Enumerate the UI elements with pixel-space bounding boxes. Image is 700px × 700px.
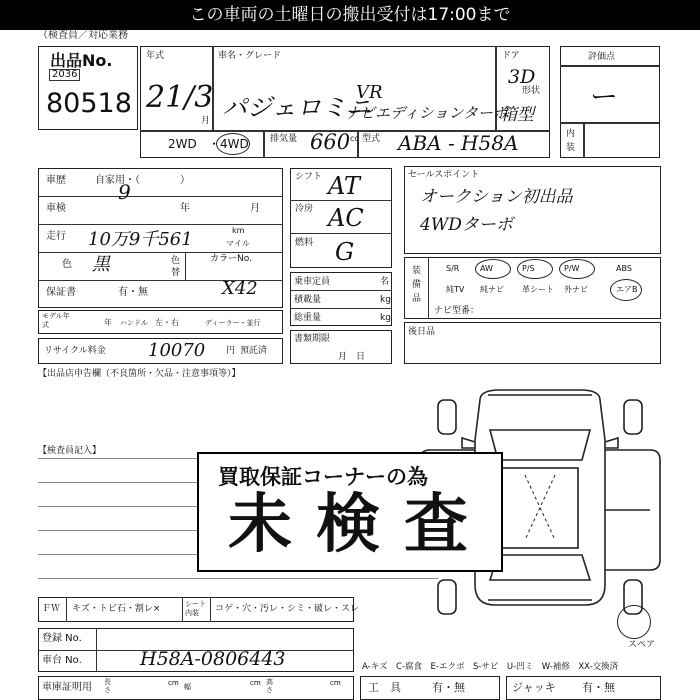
capacity-unit: 名 [380,277,390,287]
interior-label: 内装 [566,129,576,153]
equipment-item-row1-3: P/W [564,264,580,273]
model-year-unit: 年 [104,318,112,327]
history-value: 自家用・（ ） [95,175,190,186]
docs-unit: 月 日 [338,352,366,362]
after-label: 後日品 [408,327,436,337]
aircon-value: AC [328,204,364,232]
mileage-mile: マイル [226,239,250,248]
garage-cert-label: 車庫証明用 [42,682,92,693]
equipment-item-row2-1: 純ナビ [480,285,504,294]
load-label: 積載量 [294,295,322,305]
recycle-unit: 円 [226,346,236,356]
equipment-item-row2-0: 純TV [446,285,465,294]
equipment-check-circle [610,279,642,301]
name-label: 車名・グレード [218,51,282,61]
history-label: 車歴 [46,175,66,186]
navi-model-label: ナビ型番： [434,306,480,316]
mileage-km: km [232,226,245,235]
capacity-label: 乗車定員 [294,277,331,287]
equipment-check-circle [475,259,511,279]
cert-height-label: 高さ [266,678,273,694]
fw-value: キズ・トビ石・割レ× [72,604,161,614]
color-label: 色 [62,259,72,270]
mileage-label: 走行 [46,231,66,242]
grade-value: ナビエディションターボ [345,104,508,122]
damage-legend: A-キズ C-腐食 E-エクボ S-サビ U-凹ミ W-補修 XX-交換済 [362,662,619,672]
jack-value: 有・無 [582,681,615,694]
weight-unit: kg [380,313,391,323]
inspection-year: 年 [180,203,190,214]
dealer-value: ディーラー・並行 [205,319,261,327]
chassis-value: H58A-0806443 [140,648,286,670]
color-change-label: 色替 [171,256,181,278]
cert-width-label: 幅 [184,683,191,691]
equipment-item-row1-2: P/S [522,264,535,273]
warranty-value: 有・無 [118,287,148,298]
seat-label: シート内装 [185,600,206,617]
equipment-check-circle [559,259,595,279]
door-label: ドア [502,51,520,61]
lot-sub: 2036 [49,69,80,81]
recycle-value: 10070 [148,340,206,361]
history-check: 9 [118,180,131,204]
equipment-item-row1-4: ABS [616,264,632,273]
spare-label: スペア [628,640,656,650]
jack-label: ジャッキ [512,681,556,694]
seat-value: コゲ・穴・汚レ・シミ・破レ・スレ [215,604,360,614]
shop-notes-label: 【出品店申告欄（不良箇所・欠品・注意事項等）】 [38,369,241,379]
color-code-label: カラーNo. [210,254,252,264]
engine-value: 660 [310,130,351,154]
weight-label: 総重量 [294,313,322,323]
handle-value: 左・右 [155,318,179,327]
fw-label: ＦＷ [42,604,61,614]
year-month-unit: 月 [201,116,211,126]
sales-line1: オークション初出品 [420,187,573,207]
equipment-check-circle [517,259,553,279]
shape-label: 形状 [522,86,541,96]
model-year-label: モデル年式 [42,312,70,329]
inspection-month: 月 [250,203,260,214]
chassis-label: 車台 No. [42,655,82,666]
grade-top: VR [356,82,383,103]
warranty-label: 保証書 [46,287,76,298]
drive-4wd-circle [216,133,250,155]
equipment-label: 装備品 [412,266,422,304]
lot-label: 出品No. [50,51,113,70]
year-value: 21/3 [146,80,214,115]
equipment-item-row1-0: S/R [446,264,460,273]
name-value: パジェロミニ [222,93,372,122]
header-small-text: （検査員／対応業務 [38,30,128,41]
sales-line2: 4WDターボ [420,215,513,235]
color-value: 黒 [92,254,110,275]
recycle-note: 預託済 [240,346,268,356]
recycle-label: リサイクル料金 [44,346,106,356]
score-value: ー [590,80,619,113]
model-label: 型式 [362,134,381,144]
cert-length-unit: cm [168,679,179,687]
inspection-label: 車検 [46,203,66,214]
after-box [404,322,661,364]
equipment-item-row1-1: AW [480,264,493,273]
fuel-label: 燃料 [295,238,314,248]
engine-unit: cc [350,134,359,143]
drive-4wd: 4WD [220,137,249,151]
year-label: 年式 [146,51,165,61]
shift-value: AT [328,172,361,200]
fuel-value: G [335,238,355,266]
shift-label: シフト [295,172,323,182]
door-value: 3D [508,66,536,88]
equipment-item-row2-4: エアB [616,285,638,294]
sales-label: セールスポイント [408,170,480,180]
engine-label: 排気量 [270,134,298,144]
spare-tire-icon [617,605,651,639]
cert-height-unit: cm [330,679,341,687]
equipment-item-row2-3: 外ナビ [564,285,588,294]
inspector-notes-label: 【検査員記入】 [38,446,102,456]
cert-length-label: 長さ [104,678,111,694]
stamp-line1: 買取保証コーナーの為 [218,465,428,489]
drive-sep: ・ [208,137,221,151]
lot-number: 80518 [46,88,132,119]
aircon-label: 冷房 [295,204,314,214]
score-label: 評価点 [588,52,616,62]
mileage-value: 10万9千561 [88,229,193,250]
registration-label: 登録 No. [42,633,82,644]
cert-width-unit: cm [250,679,261,687]
shape-value: 箱型 [500,105,534,125]
docs-label: 書類期限 [294,334,331,344]
tools-label: 工 具 [368,681,401,694]
stamp-line2: 未検査 [228,488,492,562]
tools-value: 有・無 [432,681,465,694]
model-value: ABA - H58A [398,131,519,155]
load-unit: kg [380,295,391,305]
top-banner: この車両の土曜日の搬出受付は17:00まで [0,0,700,30]
drive-2wd: 2WD [168,137,197,151]
color-code-value: X42 [222,278,258,299]
handle-label: ハンドル [120,319,148,327]
equipment-item-row2-2: 革シート [522,285,554,294]
